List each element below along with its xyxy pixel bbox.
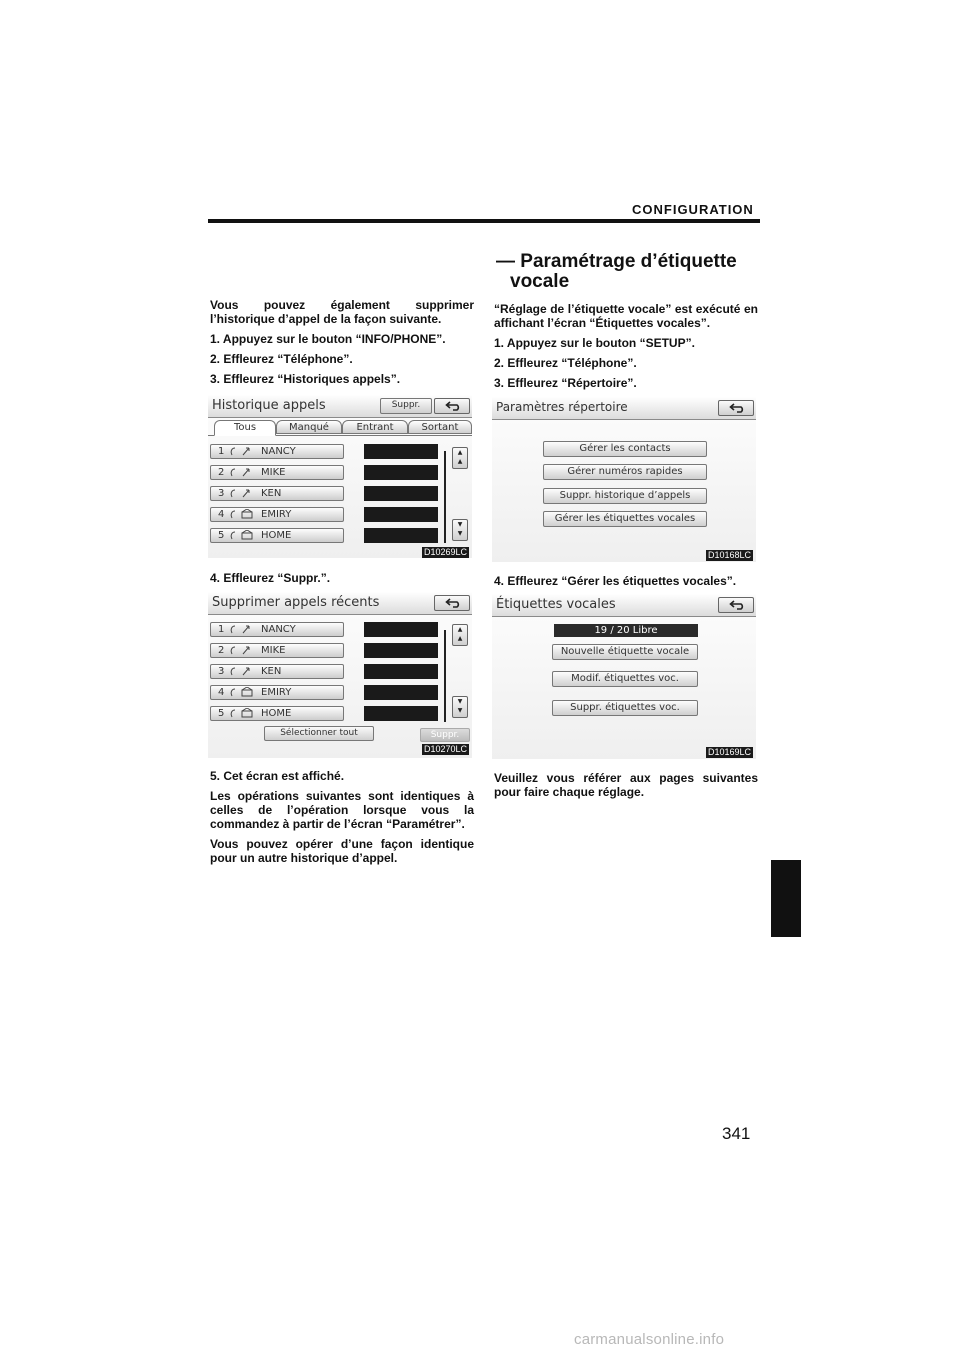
screenshot-call-history	[208, 395, 472, 558]
figure-code: D10168LC	[708, 550, 752, 560]
scrollbar[interactable]	[444, 630, 446, 722]
back-button[interactable]	[718, 597, 754, 613]
scroll-up-icon: ▲ ▲	[457, 626, 463, 642]
left-step-4: 4. Effleurez “Suppr.”.	[210, 571, 331, 585]
call-row[interactable]: 3 KEN	[210, 486, 344, 501]
section-title	[496, 252, 756, 292]
scroll-down-button[interactable]	[452, 519, 468, 541]
section-title-line-2: vocale	[510, 271, 570, 292]
outgoing-call-icon	[229, 446, 257, 461]
screen-title-bar	[492, 594, 756, 617]
outgoing-call-icon	[229, 666, 257, 681]
right-step-2: 2. Effleurez “Téléphone”.	[494, 356, 637, 370]
page-number: 341	[722, 1124, 751, 1143]
new-voice-tag-button[interactable]: Nouvelle étiquette vocale	[552, 644, 698, 660]
chapter-tab	[771, 860, 801, 937]
call-row-checkbox[interactable]: 2 MIKE	[210, 643, 344, 658]
right-step-3: 3. Effleurez “Répertoire”.	[494, 376, 637, 390]
scroll-down-icon: ▼ ▼	[457, 698, 463, 714]
right-outro: Veuillez vous référer aux pages suivantes pour faire chaque réglage.	[494, 771, 758, 799]
right-intro: “Réglage de l’étiquette vocale” est exécuté en affichant l’écran “Étiquettes vocales”.	[494, 302, 758, 330]
screenshot-phonebook-settings	[492, 397, 756, 562]
right-column-bottom	[494, 771, 758, 805]
right-step-4: 4. Effleurez “Gérer les étiquettes vocales”.	[494, 574, 737, 588]
outgoing-call-icon	[229, 645, 257, 660]
screenshot-voice-tags	[492, 594, 756, 759]
right-step-4-block	[494, 574, 758, 594]
delete-voice-tags-button[interactable]: Suppr. étiquettes voc.	[552, 700, 698, 716]
watermark: carmanualsonline.info	[574, 1331, 725, 1348]
right-step-1: 1. Appuyez sur le bouton “SETUP”.	[494, 336, 695, 350]
call-detail-field	[364, 706, 438, 721]
section-title-line-1: — Paramétrage d’étiquette	[496, 251, 737, 272]
call-row-checkbox[interactable]: 1 NANCY	[210, 622, 344, 637]
back-arrow-icon	[445, 598, 461, 608]
screen-title-bar	[208, 592, 472, 615]
tab-manque[interactable]: Manqué	[276, 420, 342, 434]
call-detail-field	[364, 664, 438, 679]
home-phone-icon	[229, 708, 257, 723]
call-detail-field	[364, 507, 438, 522]
call-detail-field	[364, 486, 438, 501]
screen-title: Paramètres répertoire	[496, 400, 628, 414]
left-step-3: 3. Effleurez “Historiques appels”.	[210, 372, 401, 386]
header-rule	[208, 219, 760, 223]
call-row[interactable]: 2 MIKE	[210, 465, 344, 480]
delete-button-disabled[interactable]: Suppr.	[420, 728, 470, 742]
left-step-2: 2. Effleurez “Téléphone”.	[210, 352, 353, 366]
figure-code: D10270LC	[424, 744, 468, 754]
call-row[interactable]: 4 EMIRY	[210, 507, 344, 522]
scroll-up-icon: ▲ ▲	[457, 449, 463, 465]
scroll-up-button[interactable]	[452, 447, 468, 469]
figure-code: D10169LC	[708, 747, 752, 757]
home-phone-icon	[229, 687, 257, 702]
call-row[interactable]: 5 HOME	[210, 528, 344, 543]
back-button[interactable]	[718, 400, 754, 416]
left-step-1: 1. Appuyez sur le bouton “INFO/PHONE”.	[210, 332, 446, 346]
back-arrow-icon	[445, 401, 461, 411]
tab-tous[interactable]: Tous	[214, 420, 276, 436]
outgoing-call-icon	[229, 467, 257, 482]
call-row-checkbox[interactable]: 3 KEN	[210, 664, 344, 679]
delete-button[interactable]: Suppr.	[380, 398, 432, 414]
back-button[interactable]	[434, 398, 470, 414]
home-phone-icon	[229, 530, 257, 545]
filter-tabs	[208, 419, 472, 436]
scrollbar[interactable]	[444, 451, 446, 543]
screen-title-bar	[492, 397, 756, 420]
select-all-button[interactable]: Sélectionner tout	[264, 726, 374, 741]
tab-sortant[interactable]: Sortant	[408, 420, 472, 434]
manage-voice-tags-button[interactable]: Gérer les étiquettes vocales	[543, 511, 707, 527]
screen-title: Étiquettes vocales	[496, 597, 616, 612]
left-paragraph-2: Vous pouvez opérer d’une façon identique pour un autre historique d’appel.	[210, 837, 474, 865]
call-row-checkbox[interactable]: 4 EMIRY	[210, 685, 344, 700]
call-detail-field	[364, 528, 438, 543]
tab-entrant[interactable]: Entrant	[342, 420, 408, 434]
screen-title: Supprimer appels récents	[212, 595, 380, 610]
left-paragraph-1: Les opérations suivantes sont identiques à celles de l’opération lorsque vous la commandez à partir de l’écran “Paramétrer”.	[210, 789, 474, 831]
back-button[interactable]	[434, 595, 470, 611]
manage-speed-dials-button[interactable]: Gérer numéros rapides	[543, 464, 707, 480]
right-column-top	[494, 302, 758, 396]
left-column-top	[210, 298, 474, 392]
left-intro: Vous pouvez également supprimer l’historique d’appel de la façon suivante.	[210, 298, 474, 326]
home-phone-icon	[229, 509, 257, 524]
section-header: CONFIGURATION	[632, 202, 754, 217]
left-column-bottom	[210, 769, 474, 871]
left-step-5: 5. Cet écran est affiché.	[210, 769, 345, 783]
call-detail-field	[364, 685, 438, 700]
call-row[interactable]: 1 NANCY	[210, 444, 344, 459]
manage-contacts-button[interactable]: Gérer les contacts	[543, 441, 707, 457]
screen-title: Historique appels	[212, 398, 326, 413]
screenshot-delete-recent-calls	[208, 592, 472, 758]
delete-call-history-button[interactable]: Suppr. historique d’appels	[543, 488, 707, 504]
call-detail-field	[364, 465, 438, 480]
call-row-checkbox[interactable]: 5 HOME	[210, 706, 344, 721]
figure-code: D10269LC	[424, 547, 468, 557]
scroll-down-icon: ▼ ▼	[457, 521, 463, 537]
outgoing-call-icon	[229, 624, 257, 639]
back-arrow-icon	[729, 403, 745, 413]
call-detail-field	[364, 643, 438, 658]
scroll-down-button[interactable]	[452, 696, 468, 718]
call-detail-field	[364, 622, 438, 637]
outgoing-call-icon	[229, 488, 257, 503]
left-step-4-block	[210, 571, 474, 591]
screen-title-bar	[208, 395, 472, 418]
call-detail-field	[364, 444, 438, 459]
edit-voice-tags-button[interactable]: Modif. étiquettes voc.	[552, 671, 698, 687]
back-arrow-icon	[729, 600, 745, 610]
scroll-up-button[interactable]	[452, 624, 468, 646]
voice-tag-counter: 19 / 20 Libre	[554, 624, 698, 637]
